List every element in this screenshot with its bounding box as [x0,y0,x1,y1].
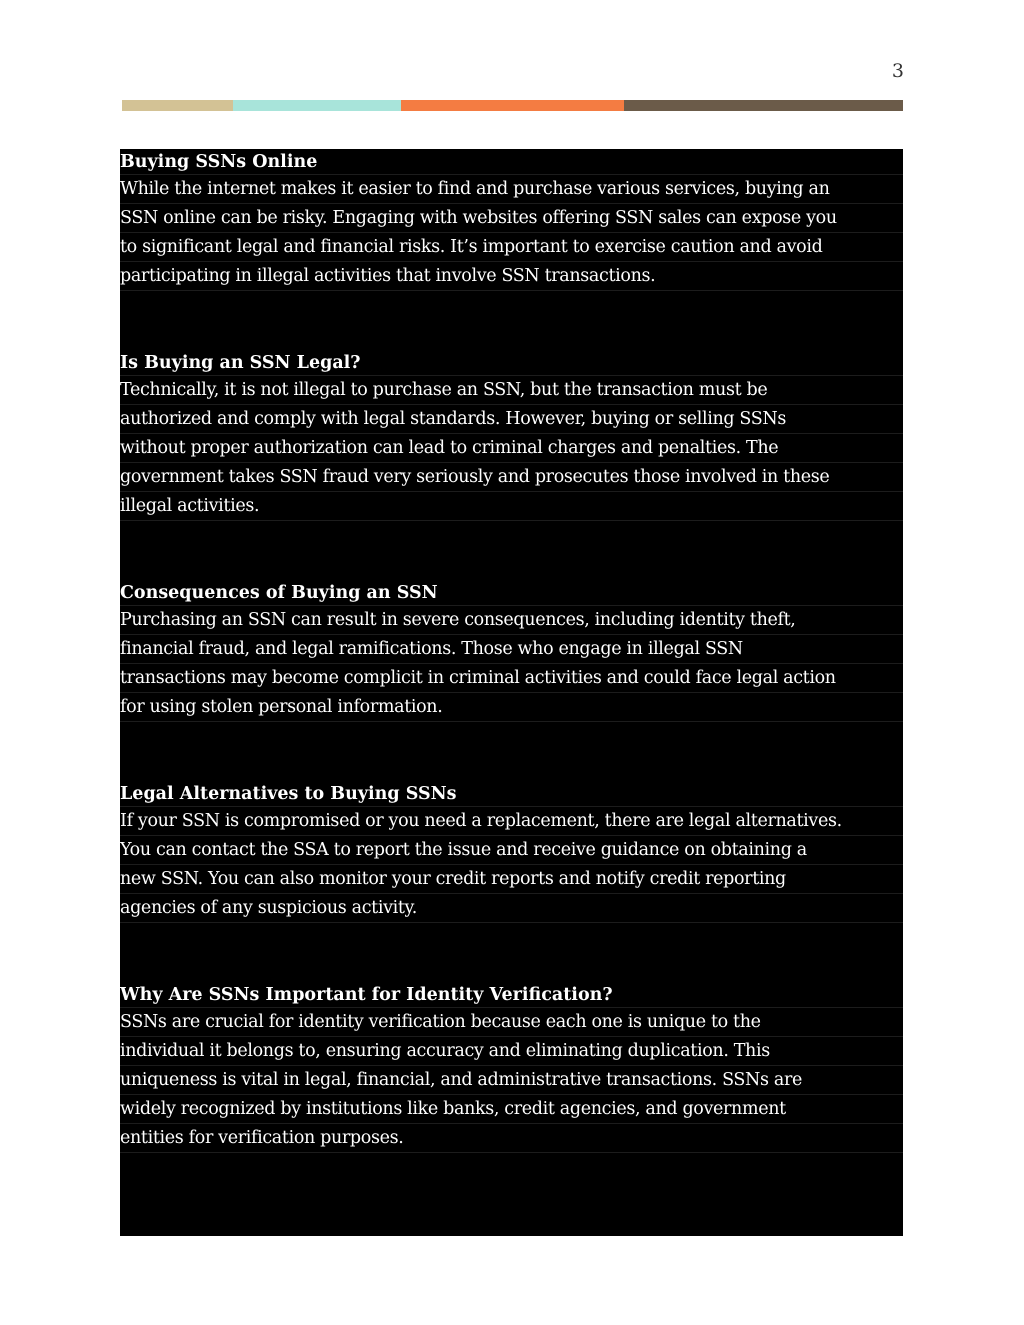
section-heading-row [120,350,903,376]
document-body [120,149,903,1236]
paragraph-line: You can contact the SSA to report the issue and receive guidance on obtaining a [120,836,903,865]
section-heading-row [120,580,903,606]
paragraph-line: Purchasing an SSN can result in severe consequences, including identity theft, [120,606,903,635]
paragraph-line: If your SSN is compromised or you need a replacement, there are legal alternatives. [120,807,903,836]
paragraph-line: for using stolen personal information. [120,693,903,722]
paragraph-line: While the internet makes it easier to find and purchase various services, buying an [120,175,903,204]
section-heading: Consequences of Buying an SSN [120,583,438,603]
paragraph-line: without proper authorization can lead to criminal charges and penalties. The [120,434,903,463]
section-heading-row [120,781,903,807]
paragraph-line: government takes SSN fraud very seriously and prosecutes those involved in these [120,463,903,492]
section [120,982,903,1153]
paragraph-line: transactions may become complicit in criminal activities and could face legal action [120,664,903,693]
section [120,580,903,722]
color-bar-segment-2 [233,100,401,111]
color-bar-segment-1 [122,100,233,111]
paragraph-line: financial fraud, and legal ramifications. Those who engage in illegal SSN [120,635,903,664]
section [120,781,903,923]
paragraph-line: authorized and comply with legal standards. However, buying or selling SSNs [120,405,903,434]
paragraph-line: participating in illegal activities that involve SSN transactions. [120,262,903,291]
paragraph-line: entities for verification purposes. [120,1124,903,1153]
section-heading-row [120,149,903,175]
paragraph-line: SSN online can be risky. Engaging with websites offering SSN sales can expose you [120,204,903,233]
paragraph-line: illegal activities. [120,492,903,521]
paragraph-line: new SSN. You can also monitor your credit reports and notify credit reporting [120,865,903,894]
section-heading: Legal Alternatives to Buying SSNs [120,784,457,804]
paragraph-line: Technically, it is not illegal to purchase an SSN, but the transaction must be [120,376,903,405]
paragraph-line: individual it belongs to, ensuring accuracy and eliminating duplication. This [120,1037,903,1066]
color-bar-segment-3 [401,100,624,111]
page-number: 3 [891,60,904,82]
decorative-color-bar [122,100,903,111]
section-heading: Buying SSNs Online [120,152,318,172]
section-heading: Why Are SSNs Important for Identity Verification? [120,985,613,1005]
section-heading-row [120,982,903,1008]
paragraph-line: uniqueness is vital in legal, financial, and administrative transactions. SSNs are [120,1066,903,1095]
color-bar-segment-4 [624,100,903,111]
section [120,350,903,521]
paragraph-line: agencies of any suspicious activity. [120,894,903,923]
paragraph-line: to significant legal and financial risks. It’s important to exercise caution and avoid [120,233,903,262]
section-heading: Is Buying an SSN Legal? [120,353,361,373]
paragraph-line: widely recognized by institutions like banks, credit agencies, and government [120,1095,903,1124]
paragraph-line: SSNs are crucial for identity verification because each one is unique to the [120,1008,903,1037]
section [120,149,903,291]
